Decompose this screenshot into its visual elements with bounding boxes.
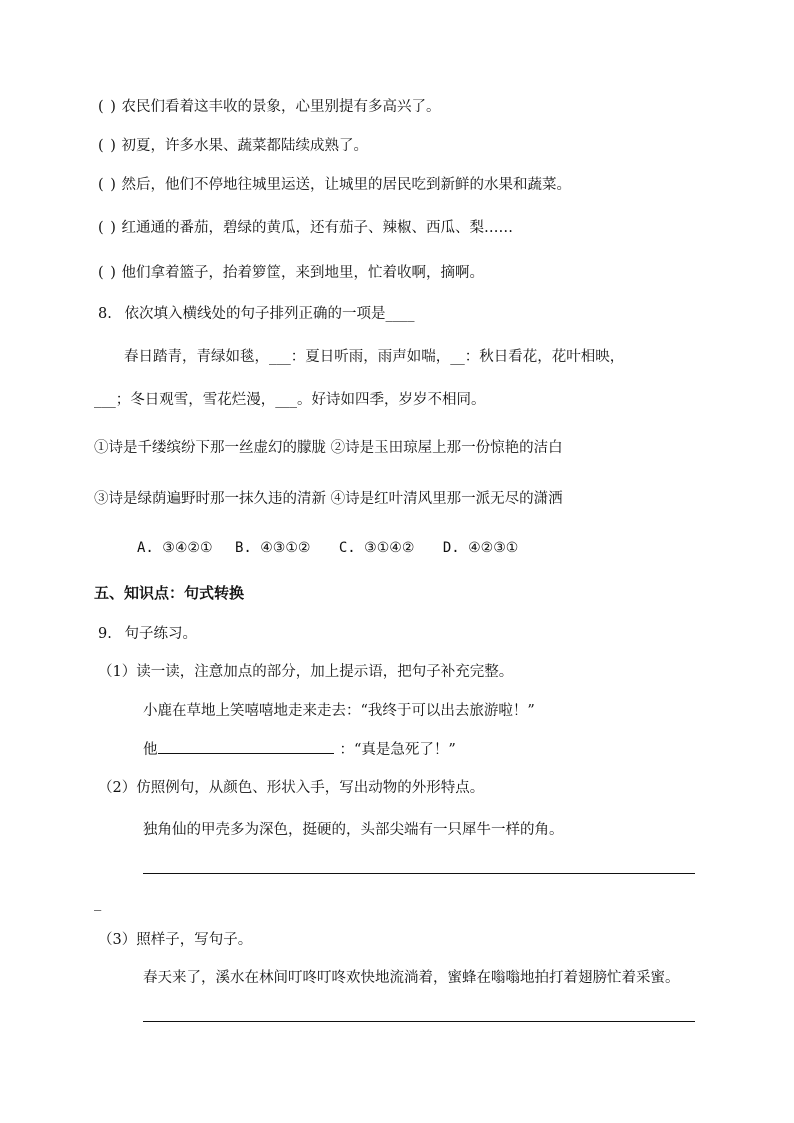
passage-text: ；冬日观雪，雪花烂漫， xyxy=(115,392,276,408)
q9-sub2-example: 独角仙的甲壳多为深色，挺硬的，头部尖端有一只犀牛一样的角。 xyxy=(143,822,564,838)
question-title: 句子练习。 xyxy=(124,626,197,642)
choice-c[interactable]: C. ③①④② xyxy=(338,540,415,556)
answer-blank[interactable]: ____ xyxy=(385,306,415,322)
q8-choices xyxy=(137,538,518,558)
choice-b[interactable]: B. ④③①② xyxy=(234,540,311,556)
order-text: 然后，他们不停地往城里运送，让城里的居民吃到新鲜的水果和蔬菜。 xyxy=(121,177,572,193)
passage-text: 春日踏青，青绿如毯， xyxy=(124,349,269,365)
stray-underscore: _ xyxy=(94,895,102,911)
order-item-4 xyxy=(98,218,513,238)
order-text: 初夏，许多水果、蔬菜都陆续成熟了。 xyxy=(121,138,369,154)
question-8 xyxy=(98,304,414,324)
order-text: 农民们看着这丰收的景象，心里别提有多高兴了。 xyxy=(121,99,441,115)
q8-passage-line-2 xyxy=(94,390,486,410)
order-paren: ( ) xyxy=(98,177,117,193)
passage-blank[interactable]: ___ xyxy=(94,392,116,408)
order-text: 红通通的番茄，碧绿的黄瓜，还有茄子、辣椒、西瓜、梨…… xyxy=(121,220,514,236)
passage-blank[interactable]: __ xyxy=(450,349,465,365)
question-number: 8. xyxy=(98,306,112,322)
question-prompt: 依次填入横线处的句子排列正确的一项是 xyxy=(124,306,386,322)
q9-sub1-fill xyxy=(143,739,456,760)
order-item-5 xyxy=(98,263,484,283)
question-9 xyxy=(98,624,197,644)
passage-blank[interactable]: ___ xyxy=(269,349,291,365)
fill-prefix: 他 xyxy=(143,742,158,758)
q9-sub3-label: （3）照样子，写句子。 xyxy=(98,932,253,948)
passage-text: ：夏日听雨，雨声如喘， xyxy=(290,349,451,365)
fill-blank-input[interactable] xyxy=(158,739,334,754)
q9-sub1-example: 小鹿在草地上笑嘻嘻地走来走去：“我终于可以出去旅游啦！” xyxy=(143,703,535,719)
q9-sub2-label: （2）仿照例句，从颜色、形状入手，写出动物的外形特点。 xyxy=(98,780,485,796)
fill-suffix: ：“真是急死了！” xyxy=(339,742,456,758)
answer-line[interactable] xyxy=(143,1021,695,1022)
order-paren: ( ) xyxy=(98,99,117,115)
order-item-1 xyxy=(98,97,441,117)
order-paren: ( ) xyxy=(98,265,117,281)
passage-blank[interactable]: ___ xyxy=(275,392,297,408)
section-heading: 五、知识点：句式转换 xyxy=(94,584,245,602)
choice-d[interactable]: D. ④②③① xyxy=(442,540,519,556)
order-item-2 xyxy=(98,136,368,156)
order-paren: ( ) xyxy=(98,138,117,154)
question-number: 9. xyxy=(98,626,112,642)
passage-text: ：秋日看花，花叶相映， xyxy=(464,349,625,365)
order-text: 他们拿着篮子，抬着箩筐，来到地里，忙着收啊，摘啊。 xyxy=(121,265,485,281)
q8-options-line-1: ①诗是千缕缤纷下那一丝虚幻的朦胧 ②诗是玉田琼屋上那一份惊艳的洁白 xyxy=(94,440,563,456)
q8-options-line-2: ③诗是绿荫遍野时那一抹久违的清新 ④诗是红叶清风里那一派无尽的潇洒 xyxy=(94,491,563,507)
q8-passage-line-1 xyxy=(124,347,624,367)
order-paren: ( ) xyxy=(98,220,117,236)
choice-a[interactable]: A. ③④②① xyxy=(137,540,213,556)
q9-sub1-label: （1）读一读，注意加点的部分，加上提示语，把句子补充完整。 xyxy=(98,664,514,680)
order-item-3 xyxy=(98,175,571,195)
answer-line[interactable] xyxy=(143,873,695,874)
passage-text: 。好诗如四季，岁岁不相同。 xyxy=(297,392,486,408)
q9-sub3-example: 春天来了，溪水在林间叮咚叮咚欢快地流淌着，蜜蜂在嗡嗡地拍打着翅膀忙着采蜜。 xyxy=(143,970,680,986)
